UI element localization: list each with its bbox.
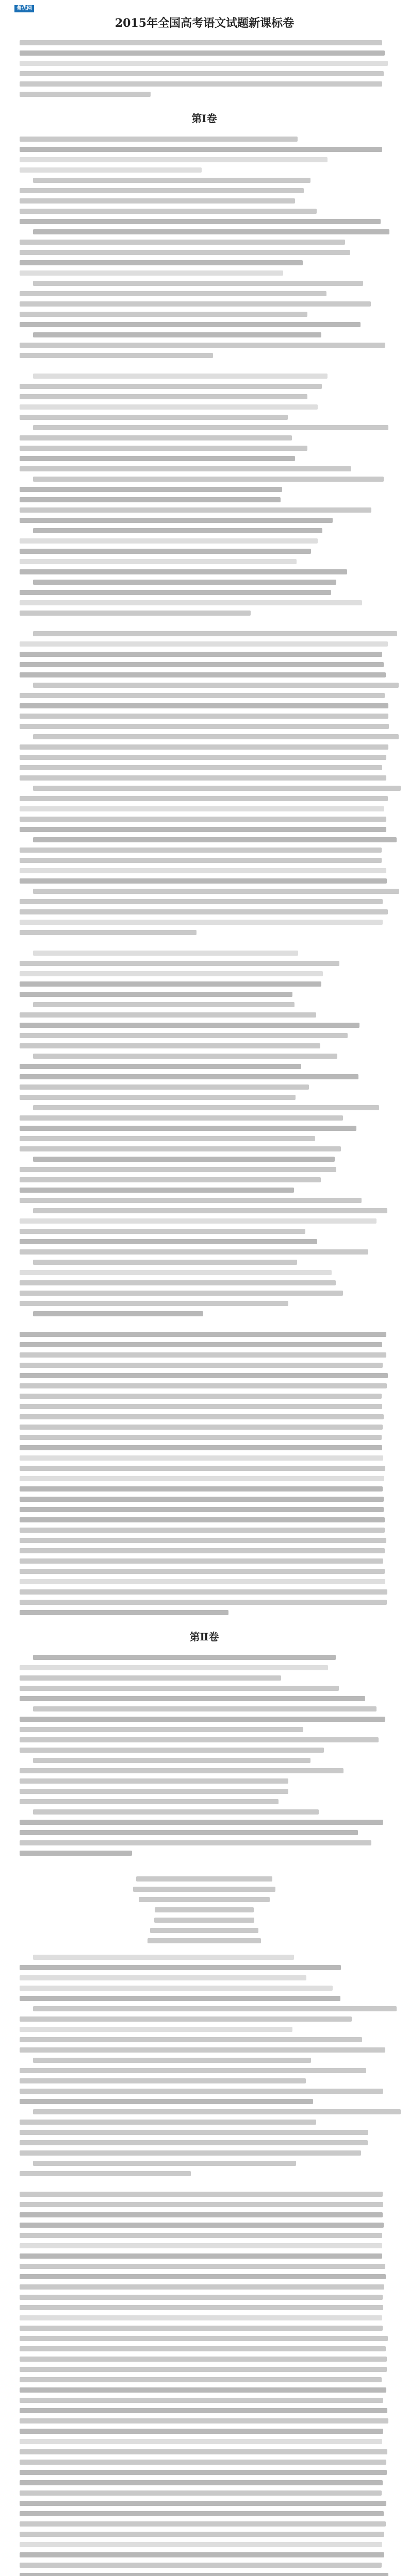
text-line: [20, 466, 351, 471]
site-logo: 菁优网: [14, 5, 34, 12]
text-line: [20, 858, 382, 863]
poem-line: [136, 1876, 272, 1882]
text-line: [20, 1528, 385, 1533]
text-line: [20, 961, 339, 966]
text-line: [20, 2326, 383, 2331]
spacer: [20, 621, 389, 631]
text-line: [20, 2078, 306, 2083]
text-line: [20, 1084, 309, 1090]
text-line: [20, 2511, 384, 2516]
text-line: [20, 2470, 387, 2475]
text-line: [20, 1507, 384, 1512]
text-line: [20, 1717, 385, 1722]
text-line: [20, 2532, 384, 2537]
text-line: [20, 796, 388, 801]
text-line: [20, 1748, 324, 1753]
text-line: [33, 580, 336, 585]
text-line: [33, 229, 389, 234]
text-line: [20, 291, 326, 296]
text-line: [20, 1486, 383, 1492]
text-line: [33, 1311, 203, 1316]
text-line: [20, 1665, 328, 1670]
text-line: [20, 1239, 317, 1244]
text-line: [20, 1569, 385, 1574]
text-line: [20, 301, 371, 307]
text-line: [20, 744, 388, 750]
text-line: [20, 2398, 383, 2403]
poem-line: [148, 1938, 261, 1943]
text-line: [20, 1986, 333, 1991]
text-line: [20, 1466, 385, 1471]
text-line: [20, 1188, 294, 1193]
text-line: [33, 1105, 379, 1110]
text-line: [20, 260, 303, 265]
text-line: [20, 662, 384, 667]
text-line: [20, 1136, 315, 1141]
text-line: [20, 2521, 386, 2527]
text-line: [20, 157, 328, 162]
text-line: [20, 2439, 382, 2444]
text-line: [20, 611, 251, 616]
text-line: [20, 724, 389, 729]
text-line: [20, 2202, 383, 2207]
text-line: [20, 81, 382, 87]
text-line: [20, 1686, 339, 1691]
text-line: [20, 188, 304, 193]
text-line: [33, 477, 384, 482]
spacer: [20, 1861, 389, 1871]
text-line: [20, 1198, 362, 1203]
text-line: [20, 899, 383, 904]
text-line: [20, 1425, 383, 1430]
text-line: [20, 817, 386, 822]
text-line: [20, 343, 385, 348]
text-line: [20, 1497, 384, 1502]
text-line: [20, 672, 386, 677]
text-line: [20, 2150, 361, 2156]
text-line: [20, 1218, 377, 1224]
text-line: [20, 693, 385, 698]
text-line: [20, 219, 381, 224]
text-line: [20, 1373, 388, 1378]
text-line: [20, 1270, 332, 1275]
text-line: [20, 2047, 385, 2053]
poem-line: [154, 1918, 254, 1923]
text-line: [20, 435, 292, 440]
text-line: [20, 1043, 320, 1048]
text-line: [20, 1455, 383, 1461]
text-line: [20, 2016, 352, 2022]
text-line: [20, 1074, 358, 1079]
text-line: [20, 1249, 368, 1255]
text-line: [20, 456, 295, 461]
text-line: [20, 209, 317, 214]
text-line: [33, 631, 397, 636]
text-line: [20, 1727, 303, 1732]
text-line: [20, 2552, 384, 2557]
text-line: [20, 40, 382, 45]
text-line: [33, 1054, 337, 1059]
text-line: [20, 147, 382, 152]
text-line: [33, 1655, 336, 1660]
text-line: [20, 2068, 366, 2073]
text-line: [20, 1229, 305, 1234]
text-line: [20, 1332, 386, 1337]
poem-line: [133, 1887, 275, 1892]
text-line: [20, 549, 311, 554]
poem-block: [122, 1876, 287, 1943]
text-line: [20, 507, 371, 513]
text-line: [20, 1476, 384, 1481]
text-line: [20, 971, 323, 976]
text-line: [20, 415, 288, 420]
text-line: [20, 878, 387, 884]
text-line: [20, 487, 282, 492]
text-line: [20, 2233, 382, 2238]
text-line: [20, 1404, 382, 1409]
text-line: [20, 1830, 358, 1835]
text-line: [20, 1589, 387, 1595]
text-line: [20, 2563, 382, 2568]
poem-line: [139, 1897, 270, 1902]
text-line: [33, 786, 401, 791]
text-line: [20, 2387, 386, 2393]
text-line: [33, 1208, 387, 1213]
text-line: [20, 1778, 288, 1784]
poem-line: [155, 1907, 254, 1912]
text-line: [20, 2130, 368, 2135]
text-line: [20, 1414, 384, 1419]
text-line: [20, 909, 388, 914]
text-line: [20, 1820, 383, 1825]
text-line: [20, 2295, 383, 2300]
text-line: [20, 167, 202, 173]
text-line: [20, 538, 318, 544]
text-line: [33, 837, 397, 842]
text-line: [20, 2573, 388, 2576]
text-line: [20, 1383, 387, 1388]
text-line: [20, 1579, 385, 1584]
section-heading: 第Ⅱ卷: [189, 1631, 219, 1643]
text-line: [20, 2449, 387, 2454]
text-line: [20, 1095, 296, 1100]
text-line: [20, 641, 388, 647]
text-line: [20, 2223, 384, 2228]
text-line: [20, 2336, 388, 2341]
text-line: [20, 1696, 365, 1701]
text-line: [20, 92, 151, 97]
text-line: [20, 1033, 348, 1038]
poem-line: [150, 1928, 258, 1933]
text-line: [20, 1768, 343, 1773]
text-line: [33, 1809, 319, 1815]
page-title: 2015年全国高考语文试题新课标卷: [114, 16, 295, 30]
text-line: [20, 2357, 387, 2362]
text-line: [20, 806, 384, 811]
text-line: [20, 1445, 382, 1450]
text-line: [20, 240, 345, 245]
text-line: [20, 765, 382, 770]
text-line: [20, 2089, 383, 2094]
text-line: [33, 281, 363, 286]
text-line: [20, 1012, 316, 1018]
text-line: [20, 2501, 386, 2506]
spacer: [20, 1321, 389, 1332]
text-line: [20, 497, 281, 502]
text-line: [20, 1064, 301, 1069]
text-line: [33, 1260, 297, 1265]
text-line: [20, 2346, 386, 2351]
text-line: [33, 734, 399, 739]
text-line: [20, 1965, 341, 1970]
text-line: [20, 1352, 386, 1358]
text-line: [20, 2284, 384, 2290]
text-line: [33, 2006, 397, 2011]
text-line: [33, 528, 322, 533]
text-line: [20, 1115, 343, 1121]
text-line: [20, 2037, 362, 2042]
text-line: [33, 1706, 377, 1711]
text-line: [20, 652, 382, 657]
text-line: [20, 1342, 382, 1347]
spacer: [20, 363, 389, 374]
text-line: [33, 951, 298, 956]
text-line: [20, 2377, 382, 2382]
text-line: [20, 2120, 316, 2125]
text-line: [20, 1126, 356, 1131]
text-line: [20, 1799, 279, 1804]
text-line: [20, 1394, 382, 1399]
text-line: [20, 569, 347, 574]
text-line: [20, 2274, 386, 2279]
text-line: [20, 2305, 383, 2310]
text-line: [20, 2253, 382, 2259]
text-line: [20, 1301, 288, 1306]
text-line: [33, 332, 321, 337]
text-line: [20, 312, 307, 317]
text-line: [20, 2212, 383, 2217]
text-line: [20, 1558, 383, 1564]
text-line: [20, 714, 388, 719]
text-line: [33, 374, 328, 379]
text-line: [20, 384, 322, 389]
text-line: [33, 1157, 335, 1162]
text-line: [20, 1851, 132, 1856]
text-line: [33, 1758, 310, 1763]
text-line: [20, 1789, 288, 1794]
spacer: [20, 2181, 389, 2192]
text-line: [20, 50, 385, 56]
section-heading: 第Ⅰ卷: [191, 112, 217, 125]
text-line: [20, 981, 321, 987]
text-line: [33, 683, 399, 688]
text-line: [20, 270, 283, 276]
text-line: [20, 2367, 387, 2372]
text-line: [20, 600, 362, 605]
text-line: [20, 2429, 383, 2434]
text-line: [33, 889, 399, 894]
text-line: [33, 1002, 295, 1007]
text-line: [20, 1737, 379, 1742]
text-line: [20, 827, 386, 832]
text-line: [20, 1600, 387, 1605]
text-line: [20, 518, 333, 523]
text-line: [20, 1280, 336, 1285]
text-line: [20, 1538, 386, 1543]
text-line: [20, 2490, 382, 2496]
text-line: [20, 404, 318, 410]
text-line: [33, 2109, 401, 2114]
text-line: [20, 2192, 383, 2197]
spacer: [20, 940, 389, 951]
text-line: [20, 250, 350, 255]
text-line: [20, 1291, 343, 1296]
text-line: [20, 1167, 336, 1172]
text-line: [20, 2140, 368, 2145]
text-line: [20, 703, 388, 708]
text-line: [20, 1146, 341, 1151]
text-line: [20, 1610, 228, 1615]
text-line: [20, 590, 331, 595]
text-line: [20, 1996, 340, 2001]
text-line: [20, 992, 292, 997]
text-line: [20, 1363, 383, 1368]
text-line: [20, 322, 361, 327]
text-line: [20, 1177, 321, 1182]
text-line: [20, 198, 295, 204]
text-line: [20, 2171, 191, 2176]
text-line: [20, 2408, 387, 2413]
text-line: [20, 1975, 306, 1980]
text-line: [20, 848, 382, 853]
text-line: [20, 1675, 281, 1681]
text-line: [20, 2027, 292, 2032]
text-line: [20, 137, 298, 142]
text-line: [20, 775, 386, 781]
text-line: [20, 353, 213, 358]
text-line: [20, 2315, 382, 2320]
text-line: [20, 61, 388, 66]
text-line: [20, 930, 197, 935]
text-line: [33, 178, 310, 183]
text-line: [20, 868, 386, 873]
text-line: [20, 71, 384, 76]
text-line: [20, 1840, 371, 1845]
text-line: [33, 425, 388, 430]
text-line: [20, 1435, 382, 1440]
text-line: [20, 1517, 385, 1522]
text-line: [20, 2418, 388, 2424]
text-line: [20, 2099, 313, 2104]
text-line: [20, 2243, 382, 2248]
text-line: [20, 2460, 386, 2465]
document-body: [20, 40, 389, 2576]
text-line: [20, 2480, 383, 2485]
text-line: [20, 2542, 382, 2547]
text-line: [33, 1955, 294, 1960]
text-line: [20, 559, 297, 564]
text-line: [33, 2161, 296, 2166]
text-line: [33, 2058, 311, 2063]
text-line: [20, 1023, 359, 1028]
text-line: [20, 394, 307, 399]
text-line: [20, 446, 307, 451]
text-line: [20, 920, 383, 925]
text-line: [20, 755, 386, 760]
text-line: [20, 2264, 385, 2269]
text-line: [20, 1548, 385, 1553]
